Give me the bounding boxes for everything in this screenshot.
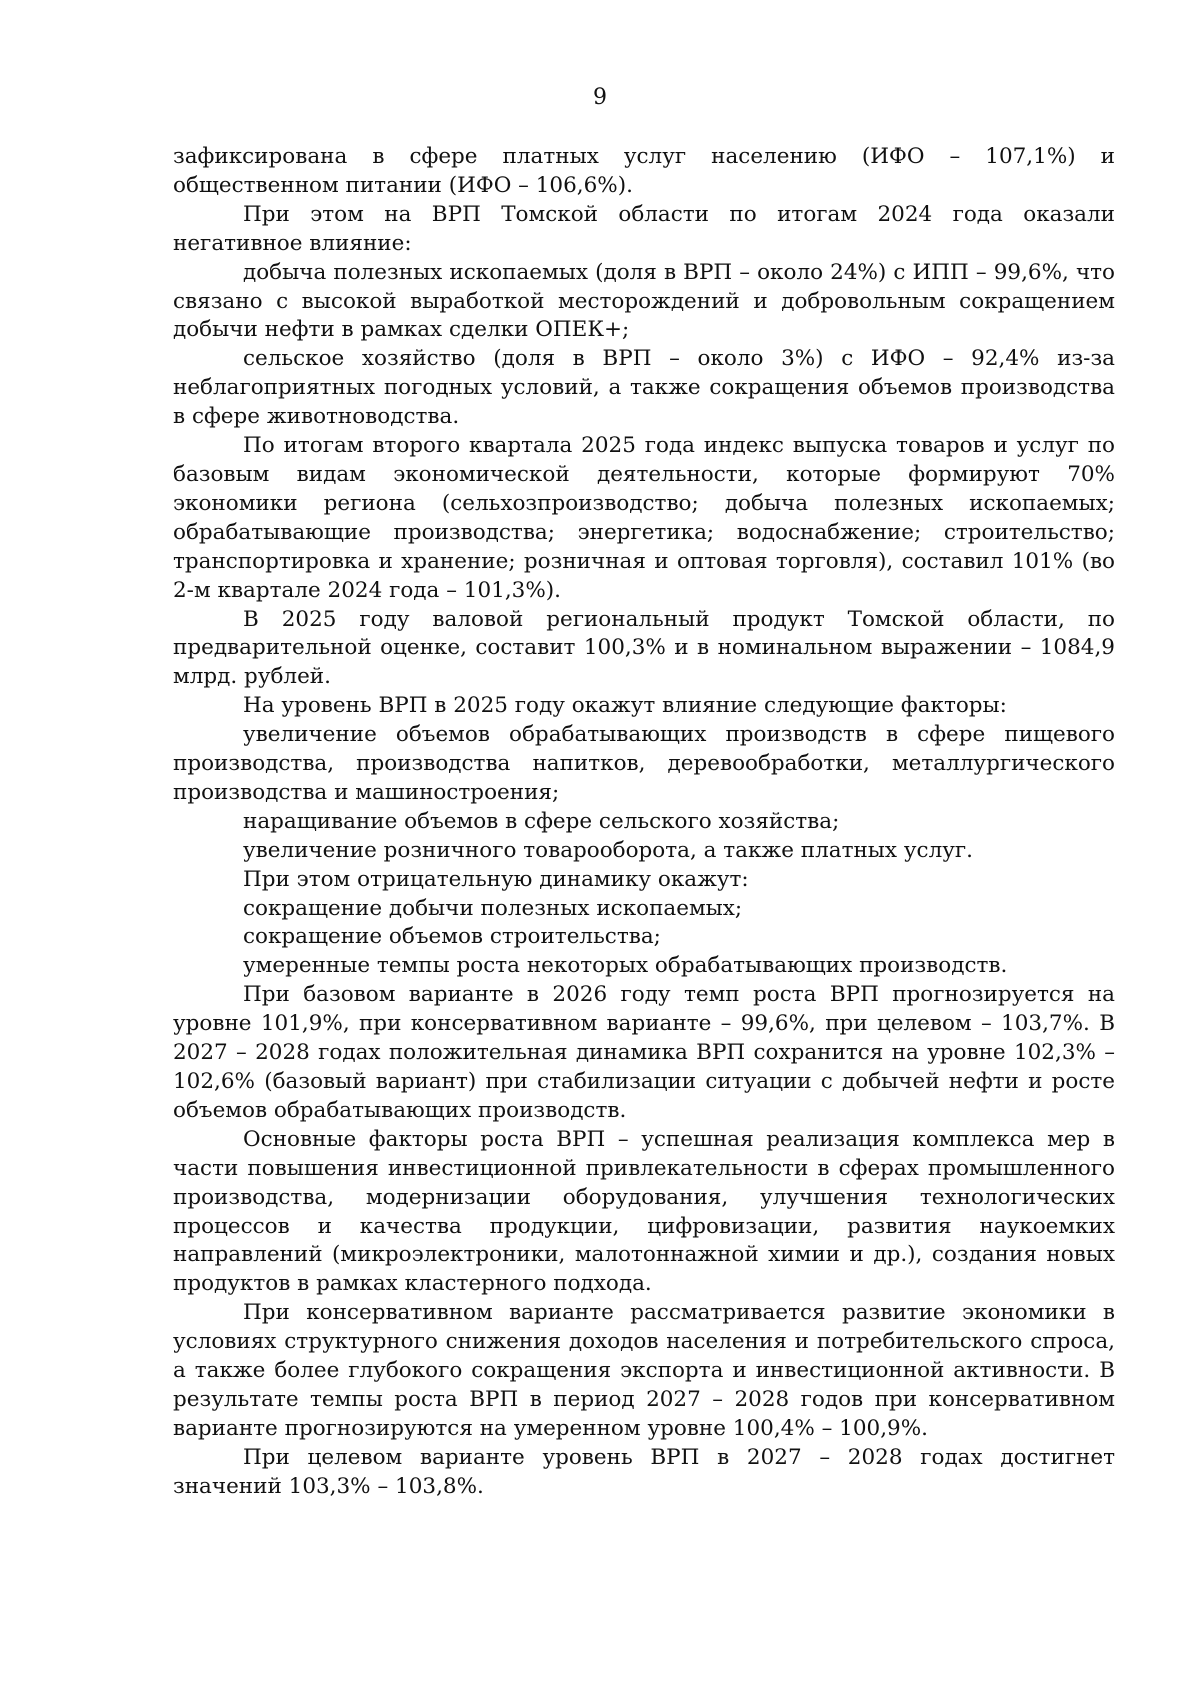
list-item: сокращение добычи полезных ископаемых; [243,895,743,921]
paragraph: При целевом варианте уровень ВРП в 2027 – 2028 годах достигнет значений 103,3% – 103,8%. [173,1444,1115,1499]
paragraph: В 2025 году валовой региональный продукт Томской области, по предварительной оценке, составит 100,3% и в номинальном выражении – 1084,9 млрд. рублей. [173,606,1115,690]
list-item: сельское хозяйство (доля в ВРП – около 3%) с ИФО – 92,4% из-за неблагоприятных погодных условий, а также сокращения объемов производства в сфере животноводства. [173,346,1115,430]
list-item: увеличение объемов обрабатывающих производств в сфере пищевого производства, производства напитков, деревообработки, металлургического производства и машиностроения; [173,722,1115,805]
document-body [173,143,1115,1502]
page-number: 9 [593,85,607,110]
paragraph: По итогам второго квартала 2025 года индекс выпуска товаров и услуг по базовым видам экономической деятельности, которые формируют 70% экономики региона (сельхозпроизводство; добыча полезных ископаемых; обрабатывающие производства; энергетика; водоснабжение; строительство; транспортировка и хранение; розничная и оптовая торговля), составил 101% (во 2-м квартале 2024 года – 101,3%). [173,433,1115,603]
paragraph: Основные факторы роста ВРП – успешная реализация комплекса мер в части повышения инвестиционной привлекательности в сферах промышленного производства, модернизации оборудования, улучшения технологических процессов и качества продукции, цифровизации, развития наукоемких направлений (микроэлектроники, малотоннажной химии и др.), создания новых продуктов в рамках кластерного подхода. [173,1126,1115,1297]
paragraph: зафиксирована в сфере платных услуг населению (ИФО – 107,1%) и общественном питании (ИФО – 106,6%). [173,144,1115,198]
paragraph: При базовом варианте в 2026 году темп роста ВРП прогнозируется на уровне 101,9%, при консервативном варианте – 99,6%, при целевом – 103,7%. В 2027 – 2028 годах положительная динамика ВРП сохранится на уровне 102,3% – 102,6% (базовый вариант) при стабилизации ситуации с добычей нефти и росте объемов обрабатывающих производств. [173,982,1115,1123]
list-item: сокращение объемов строительства; [243,924,661,950]
list-item: наращивание объемов в сфере сельского хозяйства; [243,808,840,834]
list-item: умеренные темпы роста некоторых обрабатывающих производств. [243,953,1008,979]
paragraph: При этом на ВРП Томской области по итогам 2024 года оказали негативное влияние: [173,201,1115,256]
list-item: увеличение розничного товарооборота, а также платных услуг. [243,837,973,863]
paragraph: При консервативном варианте рассматривается развитие экономики в условиях структурного снижения доходов населения и потребительского спроса, а также более глубокого сокращения экспорта и инвестиционной активности. В результате темпы роста ВРП в период 2027 – 2028 годов при консервативном варианте прогнозируются на умеренном уровне 100,4% – 100,9%. [173,1300,1115,1441]
list-item: добыча полезных ископаемых (доля в ВРП – около 24%) с ИПП – 99,6%, что связано с высокой выработкой месторождений и добровольным сокращением добычи нефти в рамках сделки ОПЕК+; [173,259,1115,343]
paragraph: На уровень ВРП в 2025 году окажут влияние следующие факторы: [243,693,1007,719]
paragraph: При этом отрицательную динамику окажут: [243,866,749,892]
